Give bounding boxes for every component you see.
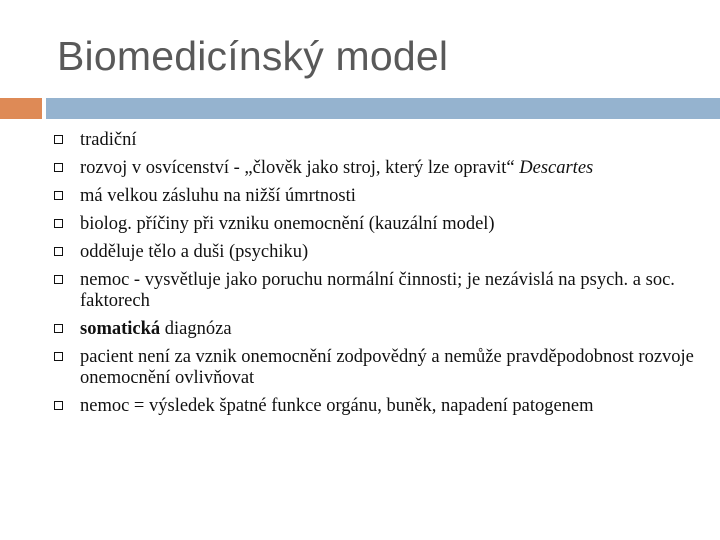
bullet-item bbox=[54, 347, 704, 388]
bullet-text: rozvoj v osvícenství - „člověk jako stroj, který lze opravit“ bbox=[80, 158, 515, 179]
bullet-item bbox=[54, 270, 704, 311]
bullet-text: tradiční bbox=[80, 130, 137, 150]
square-outline-icon bbox=[54, 191, 63, 200]
slide-title: Biomedicínský model bbox=[57, 33, 449, 79]
square-outline-icon bbox=[54, 135, 63, 144]
bullet-text: má velkou zásluhu na nižší úmrtnosti bbox=[80, 186, 356, 207]
bullet-item bbox=[54, 242, 704, 263]
square-outline-icon bbox=[54, 352, 63, 361]
bullet-text: biolog. příčiny při vzniku onemocnění (kauzální model) bbox=[80, 214, 495, 235]
bullet-list bbox=[54, 130, 704, 424]
bullet-item bbox=[54, 319, 704, 340]
bullet-item bbox=[54, 130, 704, 151]
bullet-italic-text: Descartes bbox=[519, 158, 594, 179]
square-outline-icon bbox=[54, 219, 63, 228]
bullet-text: nemoc - vysvětluje jako poruchu normální činnosti; je nezávislá na psych. a soc. faktorech bbox=[80, 270, 675, 311]
bullet-text: diagnóza bbox=[160, 319, 232, 340]
bullet-bold-text: somatická bbox=[80, 319, 161, 340]
square-outline-icon bbox=[54, 163, 63, 172]
square-outline-icon bbox=[54, 275, 63, 284]
bullet-item bbox=[54, 158, 704, 179]
square-outline-icon bbox=[54, 324, 63, 333]
bullet-item bbox=[54, 214, 704, 235]
bullet-text: odděluje tělo a duši (psychiku) bbox=[80, 242, 309, 263]
bullet-item bbox=[54, 186, 704, 207]
square-outline-icon bbox=[54, 247, 63, 256]
accent-bar-orange bbox=[0, 98, 42, 119]
bullet-item bbox=[54, 396, 704, 417]
bullet-text: nemoc = výsledek špatné funkce orgánu, buněk, napadení patogenem bbox=[80, 395, 594, 416]
accent-bar-blue bbox=[46, 98, 720, 119]
square-outline-icon bbox=[54, 401, 63, 410]
bullet-text: pacient není za vznik onemocnění zodpovědný a nemůže pravděpodobnost rozvoje onemocnění ovlivňovat bbox=[80, 347, 694, 388]
